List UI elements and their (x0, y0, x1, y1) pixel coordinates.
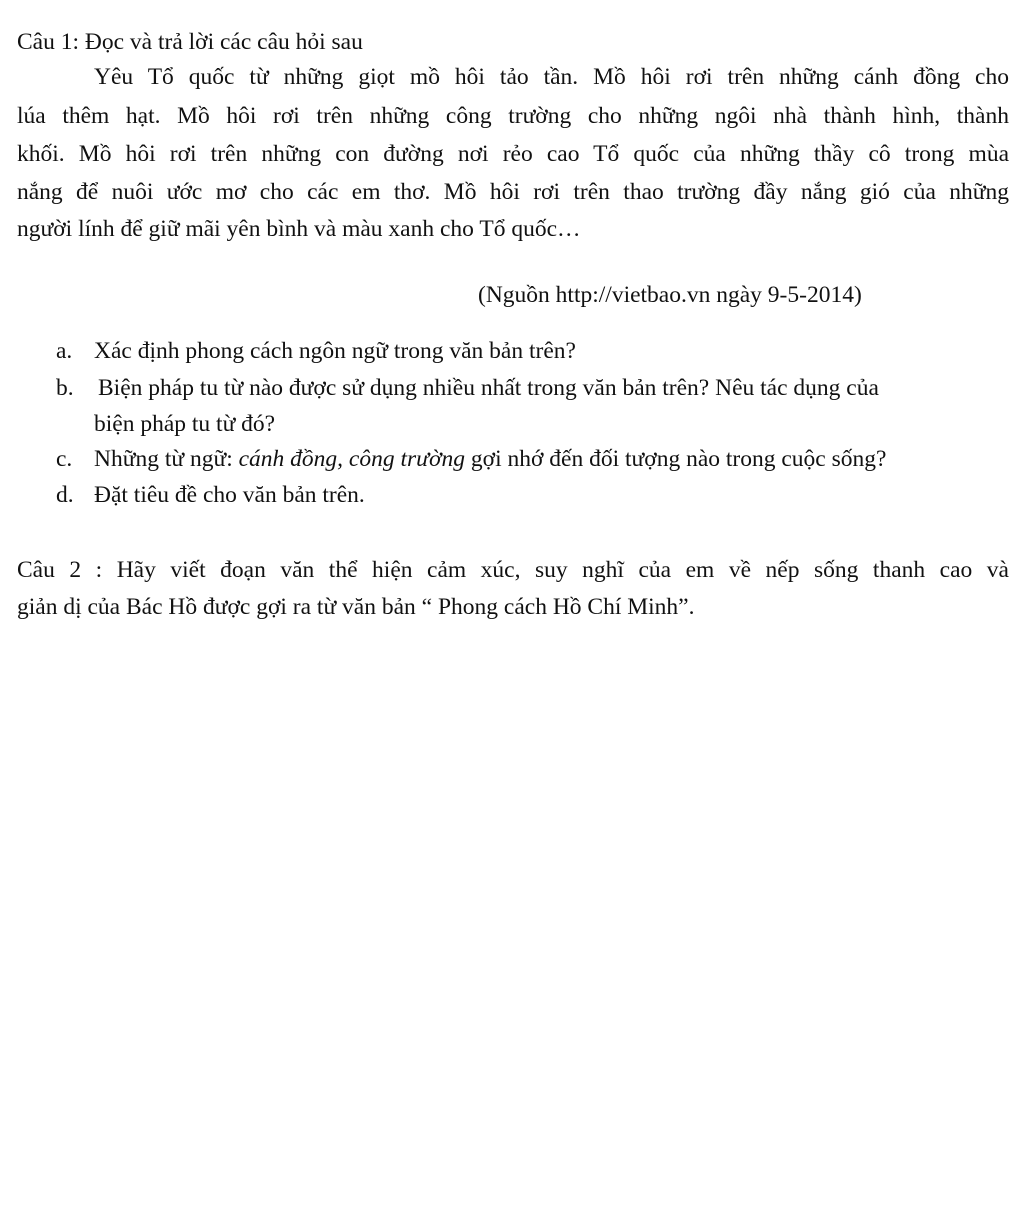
question-item-a (56, 337, 576, 365)
question-2-line: giản dị của Bác Hồ được gợi ra từ văn bản “ Phong cách Hồ Chí Minh”. (17, 594, 695, 620)
question-item-b-continued: biện pháp tu từ đó? (94, 411, 276, 437)
item-marker: c. (56, 446, 73, 472)
passage-line: nắng để nuôi ước mơ cho các em thơ. Mồ hôi rơi trên thao trường đầy nắng gió của những (17, 179, 1009, 205)
passage-line: lúa thêm hạt. Mồ hôi rơi trên những công trường cho những ngôi nhà thành hình, thành (17, 103, 1009, 129)
item-text-suffix: gợi nhớ đến đối tượng nào trong cuộc sống? (465, 446, 887, 472)
item-marker: d. (56, 482, 74, 508)
item-text: Biện pháp tu từ nào được sử dụng nhiều nhất trong văn bản trên? Nêu tác dụng của (98, 375, 879, 401)
question-item-c (56, 445, 886, 473)
passage-line: người lính để giữ mãi yên bình và màu xanh cho Tổ quốc… (17, 216, 581, 242)
question-item-b (56, 374, 1009, 402)
item-text: Xác định phong cách ngôn ngữ trong văn bản trên? (94, 338, 576, 364)
question-item-d (56, 481, 365, 509)
item-marker: a. (56, 338, 73, 364)
passage-line: Yêu Tổ quốc từ những giọt mồ hôi tảo tần. Mồ hôi rơi trên những cánh đồng cho (94, 64, 1009, 90)
question-2-line: Câu 2 : Hãy viết đoạn văn thể hiện cảm xúc, suy nghĩ của em về nếp sống thanh cao và (17, 557, 1009, 583)
question-1-title: Câu 1: Đọc và trả lời các câu hỏi sau (17, 29, 363, 55)
item-text-prefix: Những từ ngữ: (94, 446, 239, 472)
item-text-italic: cánh đồng, công trường (238, 446, 466, 472)
item-text: Đặt tiêu đề cho văn bản trên. (94, 482, 365, 508)
item-marker: b. (56, 375, 74, 401)
passage-line: khối. Mồ hôi rơi trên những con đường nơi rẻo cao Tổ quốc của những thầy cô trong mùa (17, 141, 1009, 167)
passage-source: (Nguồn http://vietbao.vn ngày 9-5-2014) (478, 282, 862, 308)
